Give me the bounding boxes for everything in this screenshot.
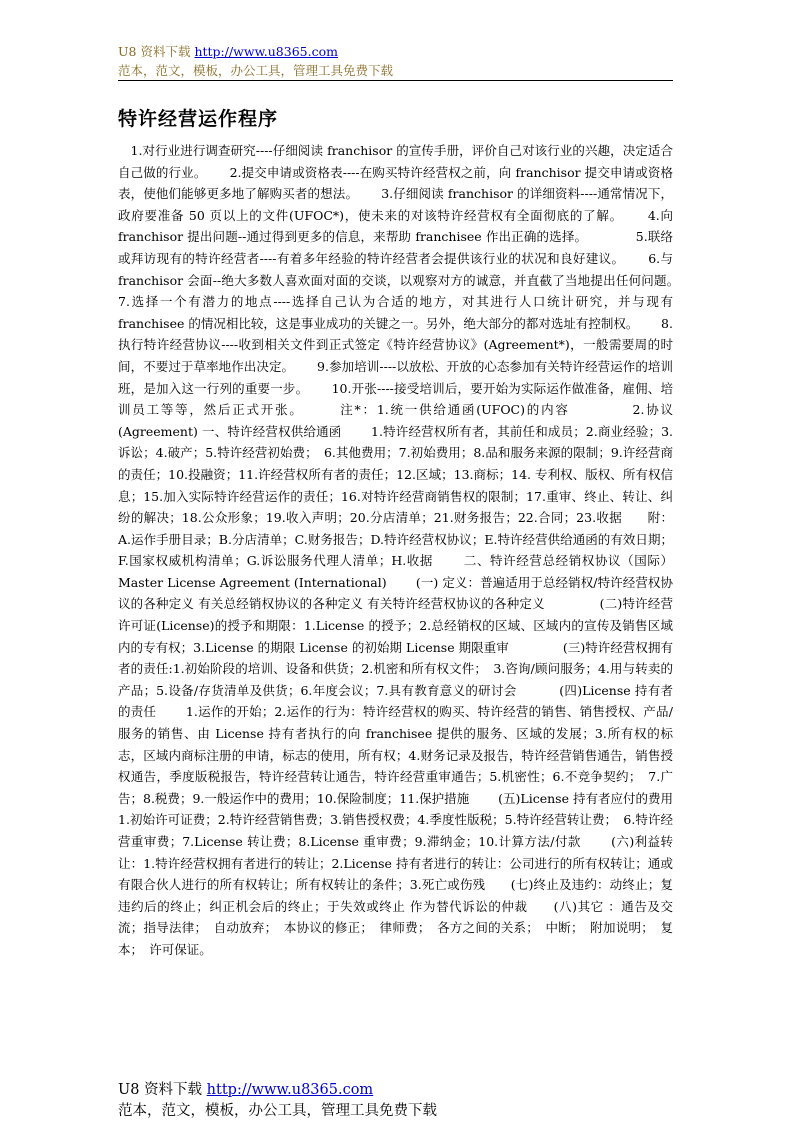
page-footer [118,1080,673,1122]
header-tagline: 范本，范文，模板，办公工具，管理工具免费下载 [118,63,394,78]
header-site-name: U8 资料下载 [118,44,195,59]
footer-site-link[interactable]: http://www.u8365.com [206,1082,374,1098]
document-title: 特许经营运作程序 [118,108,279,130]
header-divider [118,80,673,81]
footer-tagline: 范本，范文，模板，办公工具，管理工具免费下载 [118,1103,437,1119]
header-site-link[interactable]: http://www.u8365.com [194,44,338,59]
document-body: 1.对行业进行调查研究----仔细阅读 franchisor 的宣传手册，评价自己对该行业的兴趣，决定适合自己做的行业。 2.提交申请或资格表----在购买特许经营权之前，向 franchisor 提交申请或资格表，使他们能够更多地了解购买者的想法。 3.仔细阅读 franchisor 的详细资料----通常情况下，政府要准备 50 页以上的文件(UFOC*)，使未来的对该特许经营权有全面彻底的了解。 4.向 franchisor 提出问题--通过得到更多的信息，来帮助 franchisee 作出正确的选择。 5.联络或拜访现有的特许经营者----有着多年经验的特许经营者会提供该行业的状况和良好建议。 6.与 franchisor 会面--绝大多数人喜欢面对面的交谈，以观察对方的诚意，并直截了当地提出任何问题。 7.选择一个有潜力的地点----选择自己认为合适的地方，对其进行人口统计研究，并与现有 franchisee 的情况相比较，这是事业成功的关键之一。另外，绝大部分的都对选址有控制权。 8.执行特许经营协议----收到相关文件到正式签定《特许经营协议》(Agreement*)，一般需要周的时间，不要过于草率地作出决定。 9.参加培训----以放松、开放的心态参加有关特许经营运作的培训班，是加入这一行列的重要一步。 10.开张----接受培训后，要开始为实际运作做准备，雇佣、培训员工等等，然后正式开张。 注*：1.统一供给通函(UFOC)的内容 2.协议(Agreement) 一、特许经营权供给通函 1.特许经营权所有者，其前任和成员；2.商业经验；3.诉讼；4.破产；5.特许经营初始费； 6.其他费用；7.初始费用；8.品和服务来源的限制；9.许经营商的责任；10.投融资；11.许经营权所有者的责任；12.区域；13.商标；14. 专利权、版权、所有权信息；15.加入实际特许经营运作的责任；16.对特许经营商销售权的限制；17.重审、终止、转让、纠纷的解决；18.公众形象；19.收入声明；20.分店清单；21.财务报告；22.合同；23.收据 附：A.运作手册目录；B.分店清单；C.财务报告；D.特许经营权协议；E.特许经营供给通函的有效日期；F.国家权威机构清单；G.诉讼服务代理人清单；H.收据 二、特许经营总经销权协议（国际）Master License Agreement (International) (一) 定义：普遍适用于总经销权/特许经营权协议的各种定义 有关总经销权协议的各种定义 有关特许经营权协议的各种定义 (二)特许经营许可证(License)的授予和期限：1.License 的授予；2.总经销权的区域、区域内的宣传及销售区域内的专有权；3.License 的期限 License 的初始期 License 期限重审 (三)特许经营权拥有者的责任:1.初始阶段的培训、设备和供货；2.机密和所有权文件； 3.咨询/顾问服务；4.用与转卖的产品；5.设备/存货清单及供货；6.年度会议；7.具有教育意义的研讨会 (四)License 持有者的责任 1.运作的开始；2.运作的行为：特许经营权的购买、特许经营的销售、销售授权、产品/服务的销售、由 License 持有者执行的向 franchisee 提供的服务、区域的发展；3.所有权的标志，区域内商标注册的申请，标志的使用，所有权；4.财务记录及报告，特许经营销售通告，销售授权通告，季度版税报告，特许经营转让通告，特许经营重审通告；5.机密性；6.不竞争契约； 7.广告；8.税费；9.一般运作中的费用；10.保险制度；11.保护措施 (五)License 持有者应付的费用 1.初始许可证费；2.特许经营销售费；3.销售授权费；4.季度性版税；5.特许经营转让费； 6.特许经营重审费；7.License 转让费；8.License 重审费；9.滞纳金；10.计算方法/付款 (六)利益转让：1.特许经营权拥有者进行的转让；2.License 持有者进行的转让：公司进行的所有权转让；通或有限合伙人进行的所有权转让；所有权转让的条件；3.死亡或伤残 (七)终止及违约：动终止；复违约后的终止；纠正机会后的终止；于失效或终止 作为替代诉讼的仲裁 (八)其它 ：通告及交流；指导法律； 自动放弃； 本协议的修正； 律师费； 各方之间的关系； 中断； 附加说明； 复本； 许可保证。 [118,143,702,957]
page-header [118,42,673,80]
footer-site-name: U8 资料下载 [118,1082,207,1098]
header-site-line [118,42,673,61]
footer-site-line [118,1080,673,1101]
